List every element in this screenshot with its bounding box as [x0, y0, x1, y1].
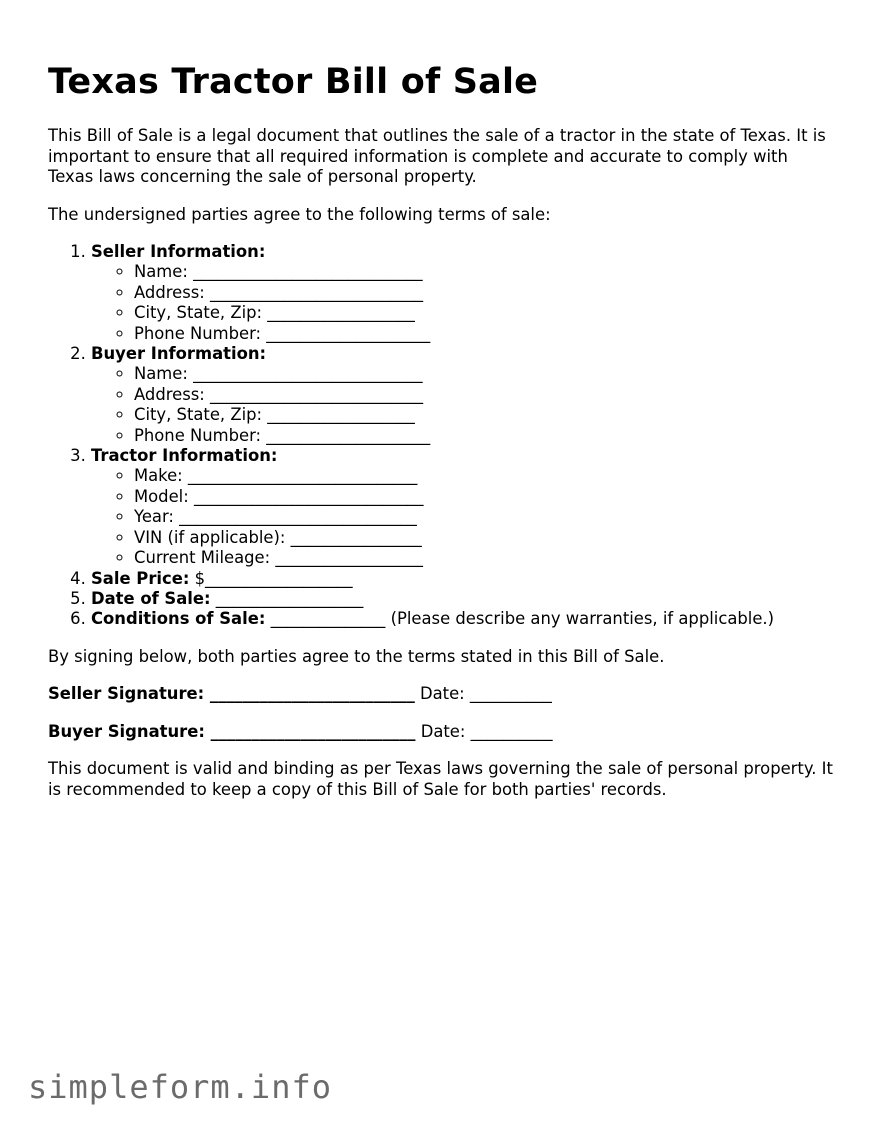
terms-list [48, 242, 838, 630]
seller-city-field: ◦ City, State, Zip: __________________ [134, 303, 838, 323]
date-of-sale-item [91, 589, 838, 609]
document-page [48, 60, 838, 817]
tractor-vin-field: ◦ VIN (if applicable): ________________ [134, 528, 838, 548]
buyer-fields [91, 364, 838, 446]
page-title: Texas Tractor Bill of Sale [48, 62, 539, 102]
seller-address-field: ◦ Address: __________________________ [134, 283, 838, 303]
date-of-sale-field: __________________ [210, 588, 364, 608]
seller-fields [91, 262, 838, 344]
conditions-field: ______________ (Please describe any warranties, if applicable.) [265, 609, 775, 629]
tractor-year-field: ◦ Year: _____________________________ [134, 507, 838, 527]
watermark-text: simpleform.info [28, 1068, 332, 1106]
buyer-city-field: ◦ City, State, Zip: __________________ [134, 405, 838, 425]
conditions-label: Conditions of Sale: [91, 609, 266, 629]
tractor-make-field: ◦ Make: ____________________________ [134, 466, 838, 486]
sale-price-field: $__________________ [189, 568, 353, 588]
tractor-section [91, 446, 838, 568]
seller-signature-date: Date: __________ [414, 684, 552, 704]
buyer-section [91, 344, 838, 446]
buyer-signature-label: Buyer Signature: _________________________ [48, 721, 416, 741]
sale-price-label: Sale Price: [91, 568, 190, 588]
date-of-sale-label: Date of Sale: [91, 588, 211, 608]
buyer-address-field: ◦ Address: __________________________ [134, 385, 838, 405]
tractor-fields [91, 466, 838, 568]
tractor-model-field: ◦ Model: ____________________________ [134, 487, 838, 507]
sale-price-item [91, 569, 838, 589]
closing-paragraph: This document is valid and binding as per Texas laws governing the sale of personal property. It is recommended to keep a copy of this Bill of Sale for both parties' records. [48, 759, 833, 799]
conditions-item [91, 609, 838, 629]
tractor-heading: Tractor Information: [91, 446, 278, 466]
agree-line: The undersigned parties agree to the following terms of sale: [48, 204, 551, 224]
seller-phone-field: ◦ Phone Number: ____________________ [134, 324, 838, 344]
intro-paragraph: This Bill of Sale is a legal document that outlines the sale of a tractor in the state of Texas. It is important to ensure that all required information is complete and accurate to comply with Texas laws concerning the sale of personal property. [48, 126, 826, 186]
signing-line: By signing below, both parties agree to the terms stated in this Bill of Sale. [48, 646, 665, 666]
seller-name-field: ◦ Name: ____________________________ [134, 262, 838, 282]
buyer-signature-date: Date: __________ [415, 721, 553, 741]
buyer-heading: Buyer Information: [91, 344, 267, 364]
seller-heading: Seller Information: [91, 242, 266, 261]
buyer-signature-line [48, 722, 838, 743]
buyer-phone-field: ◦ Phone Number: ____________________ [134, 426, 838, 446]
seller-signature-label: Seller Signature: _________________________ [48, 684, 415, 704]
buyer-name-field: ◦ Name: ____________________________ [134, 364, 838, 384]
seller-signature-line [48, 684, 838, 705]
seller-section [91, 242, 838, 344]
tractor-mileage-field: ◦ Current Mileage: __________________ [134, 548, 838, 568]
